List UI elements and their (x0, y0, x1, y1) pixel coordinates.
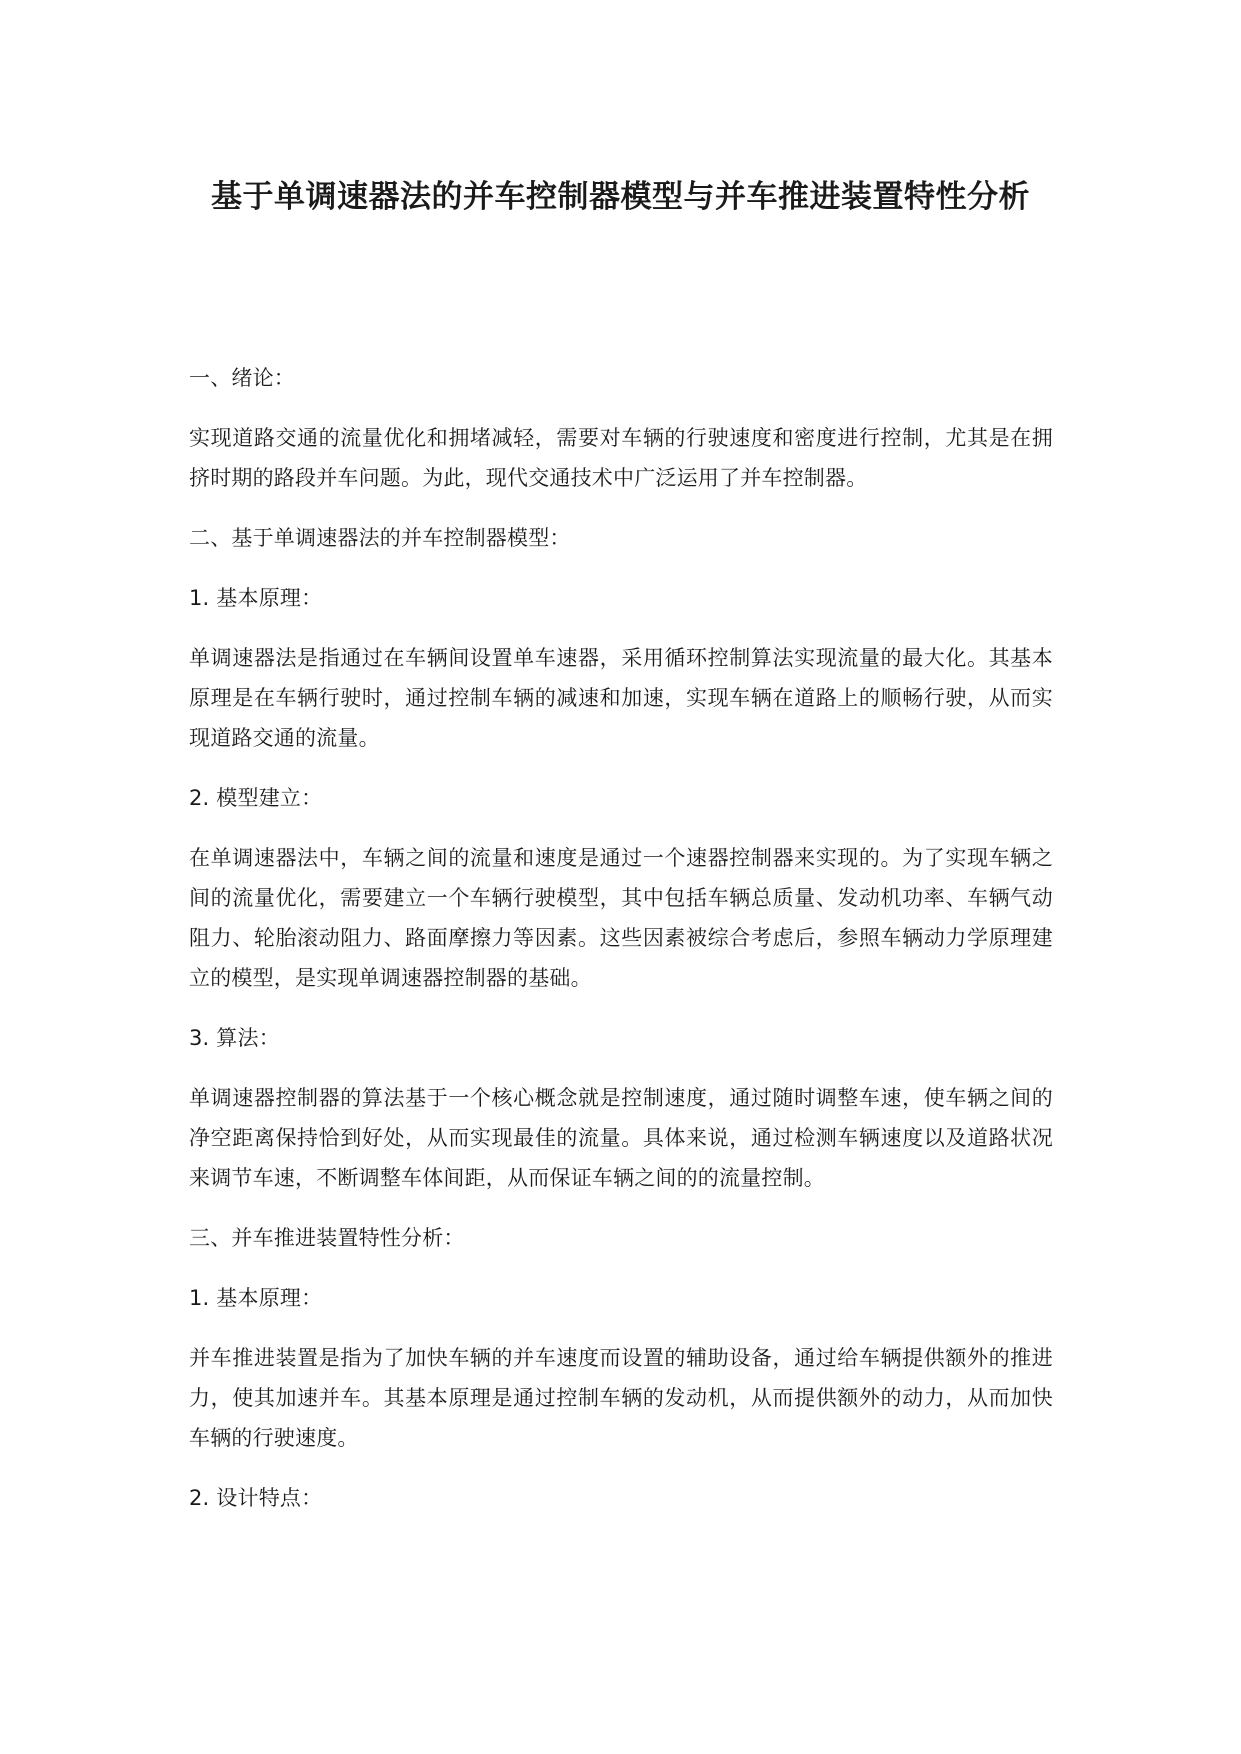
section-heading-intro: 一、绪论： (189, 366, 295, 390)
document-body (189, 358, 1053, 1538)
section-heading-model: 二、基于单调速器法的并车控制器模型： (189, 526, 571, 550)
subsection-heading-principle: 1. 基本原理： (189, 586, 323, 610)
paragraph-intro: 实现道路交通的流量优化和拥堵减轻，需要对车辆的行驶速度和密度进行控制，尤其是在拥挤时期的路段并车问题。为此，现代交通技术中广泛运用了并车控制器。 (189, 426, 1053, 490)
paragraph-device-principle: 并车推进装置是指为了加快车辆的并车速度而设置的辅助设备，通过给车辆提供额外的推进力，使其加速并车。其基本原理是通过控制车辆的发动机，从而提供额外的动力，从而加快车辆的行驶速度。 (189, 1346, 1053, 1450)
paragraph-algorithm: 单调速器控制器的算法基于一个核心概念就是控制速度，通过随时调整车速，使车辆之间的净空距离保持恰到好处，从而实现最佳的流量。具体来说，通过检测车辆速度以及道路状况来调节车速，不断调整车体间距，从而保证车辆之间的的流量控制。 (189, 1086, 1053, 1190)
subsection-heading-model-building: 2. 模型建立： (189, 786, 323, 810)
paragraph-model-building: 在单调速器法中，车辆之间的流量和速度是通过一个速器控制器来实现的。为了实现车辆之间的流量优化，需要建立一个车辆行驶模型，其中包括车辆总质量、发动机功率、车辆气动阻力、轮胎滚动阻力、路面摩擦力等因素。这些因素被综合考虑后，参照车辆动力学原理建立的模型，是实现单调速器控制器的基础。 (189, 846, 1053, 990)
subsection-heading-algorithm: 3. 算法： (189, 1026, 280, 1050)
subsection-heading-device-principle: 1. 基本原理： (189, 1286, 323, 1310)
paragraph-principle: 单调速器法是指通过在车辆间设置单车速器，采用循环控制算法实现流量的最大化。其基本原理是在车辆行驶时，通过控制车辆的减速和加速，实现车辆在道路上的顺畅行驶，从而实现道路交通的流量。 (189, 646, 1053, 750)
document-title: 基于单调速器法的并车控制器模型与并车推进装置特性分析 (211, 179, 1030, 215)
subsection-heading-design-features: 2. 设计特点： (189, 1486, 323, 1510)
section-heading-device: 三、并车推进装置特性分析： (189, 1226, 465, 1250)
